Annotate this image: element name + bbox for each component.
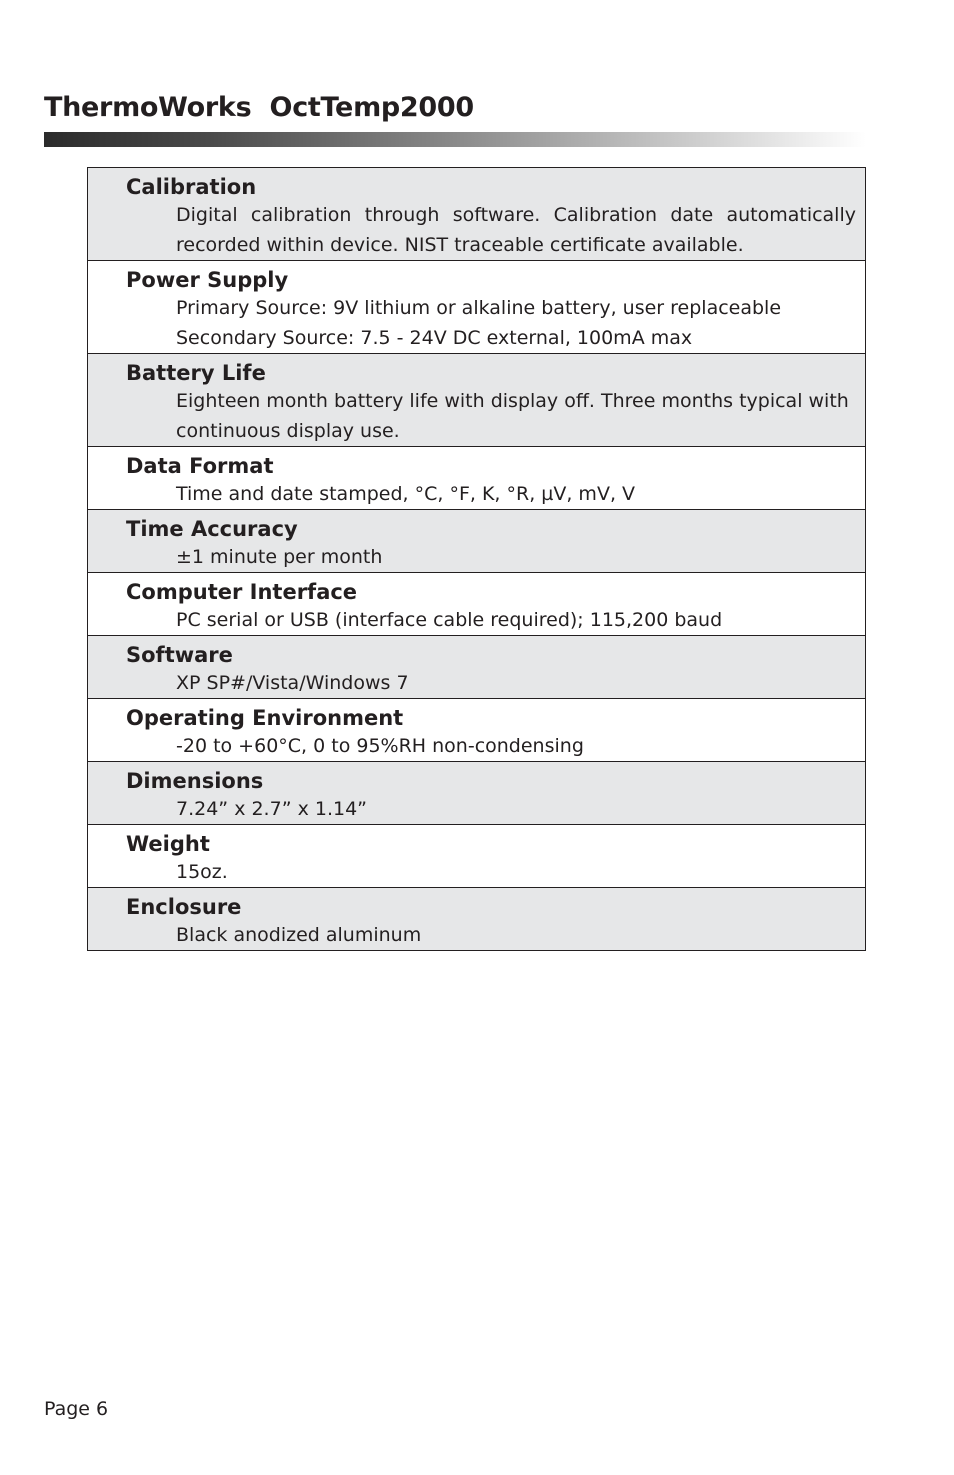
spec-value-line: -20 to +60°C, 0 to 95%RH non-condensing: [176, 735, 584, 757]
spec-row-calibration: [88, 168, 865, 260]
spec-row-data-format: [88, 446, 865, 509]
title-gradient-bar: [44, 132, 866, 147]
spec-row-time-accuracy: [88, 509, 865, 572]
spec-row-enclosure: [88, 887, 865, 950]
spec-value-line: PC serial or USB (interface cable required); 115,200 baud: [176, 609, 723, 631]
spec-label: Enclosure: [126, 895, 242, 919]
spec-value-line: continuous display use.: [176, 420, 400, 442]
spec-row-operating-environment: [88, 698, 865, 761]
spec-value-line: recorded within device. NIST traceable certificate available.: [176, 234, 744, 256]
spec-row-battery-life: [88, 353, 865, 446]
spec-value-line: Eighteen month battery life with display off. Three months typical with: [176, 390, 849, 412]
specifications-table: [87, 167, 866, 951]
spec-value-line: 15oz.: [176, 861, 228, 883]
spec-label: Time Accuracy: [126, 517, 298, 541]
spec-value-line: Secondary Source: 7.5 - 24V DC external, 100mA max: [176, 327, 693, 349]
spec-value-line: 7.24” x 2.7” x 1.14”: [176, 798, 368, 820]
spec-label: Power Supply: [126, 268, 289, 292]
spec-label: Data Format: [126, 454, 274, 478]
spec-label: Operating Environment: [126, 706, 404, 730]
spec-label: Calibration: [126, 175, 257, 199]
spec-value-line: Digital calibration through software. Calibration date automatically: [176, 204, 856, 226]
spec-label: Computer Interface: [126, 580, 358, 604]
spec-value-line: Time and date stamped, °C, °F, K, °R, µV, mV, V: [176, 483, 636, 505]
spec-label: Battery Life: [126, 361, 266, 385]
spec-value-line: XP SP#/Vista/Windows 7: [176, 672, 409, 694]
spec-label: Dimensions: [126, 769, 264, 793]
spec-value-line: ±1 minute per month: [176, 546, 383, 568]
spec-value-line: Black anodized aluminum: [176, 924, 422, 946]
spec-row-power-supply: [88, 260, 865, 353]
spec-row-dimensions: [88, 761, 865, 824]
spec-row-computer-interface: [88, 572, 865, 635]
spec-row-software: [88, 635, 865, 698]
spec-label: Weight: [126, 832, 210, 856]
spec-value-line: Primary Source: 9V lithium or alkaline battery, user replaceable: [176, 297, 782, 319]
page-number: Page 6: [44, 1398, 109, 1420]
document-title: ThermoWorks OctTemp2000: [44, 92, 474, 123]
spec-label: Software: [126, 643, 233, 667]
spec-row-weight: [88, 824, 865, 887]
